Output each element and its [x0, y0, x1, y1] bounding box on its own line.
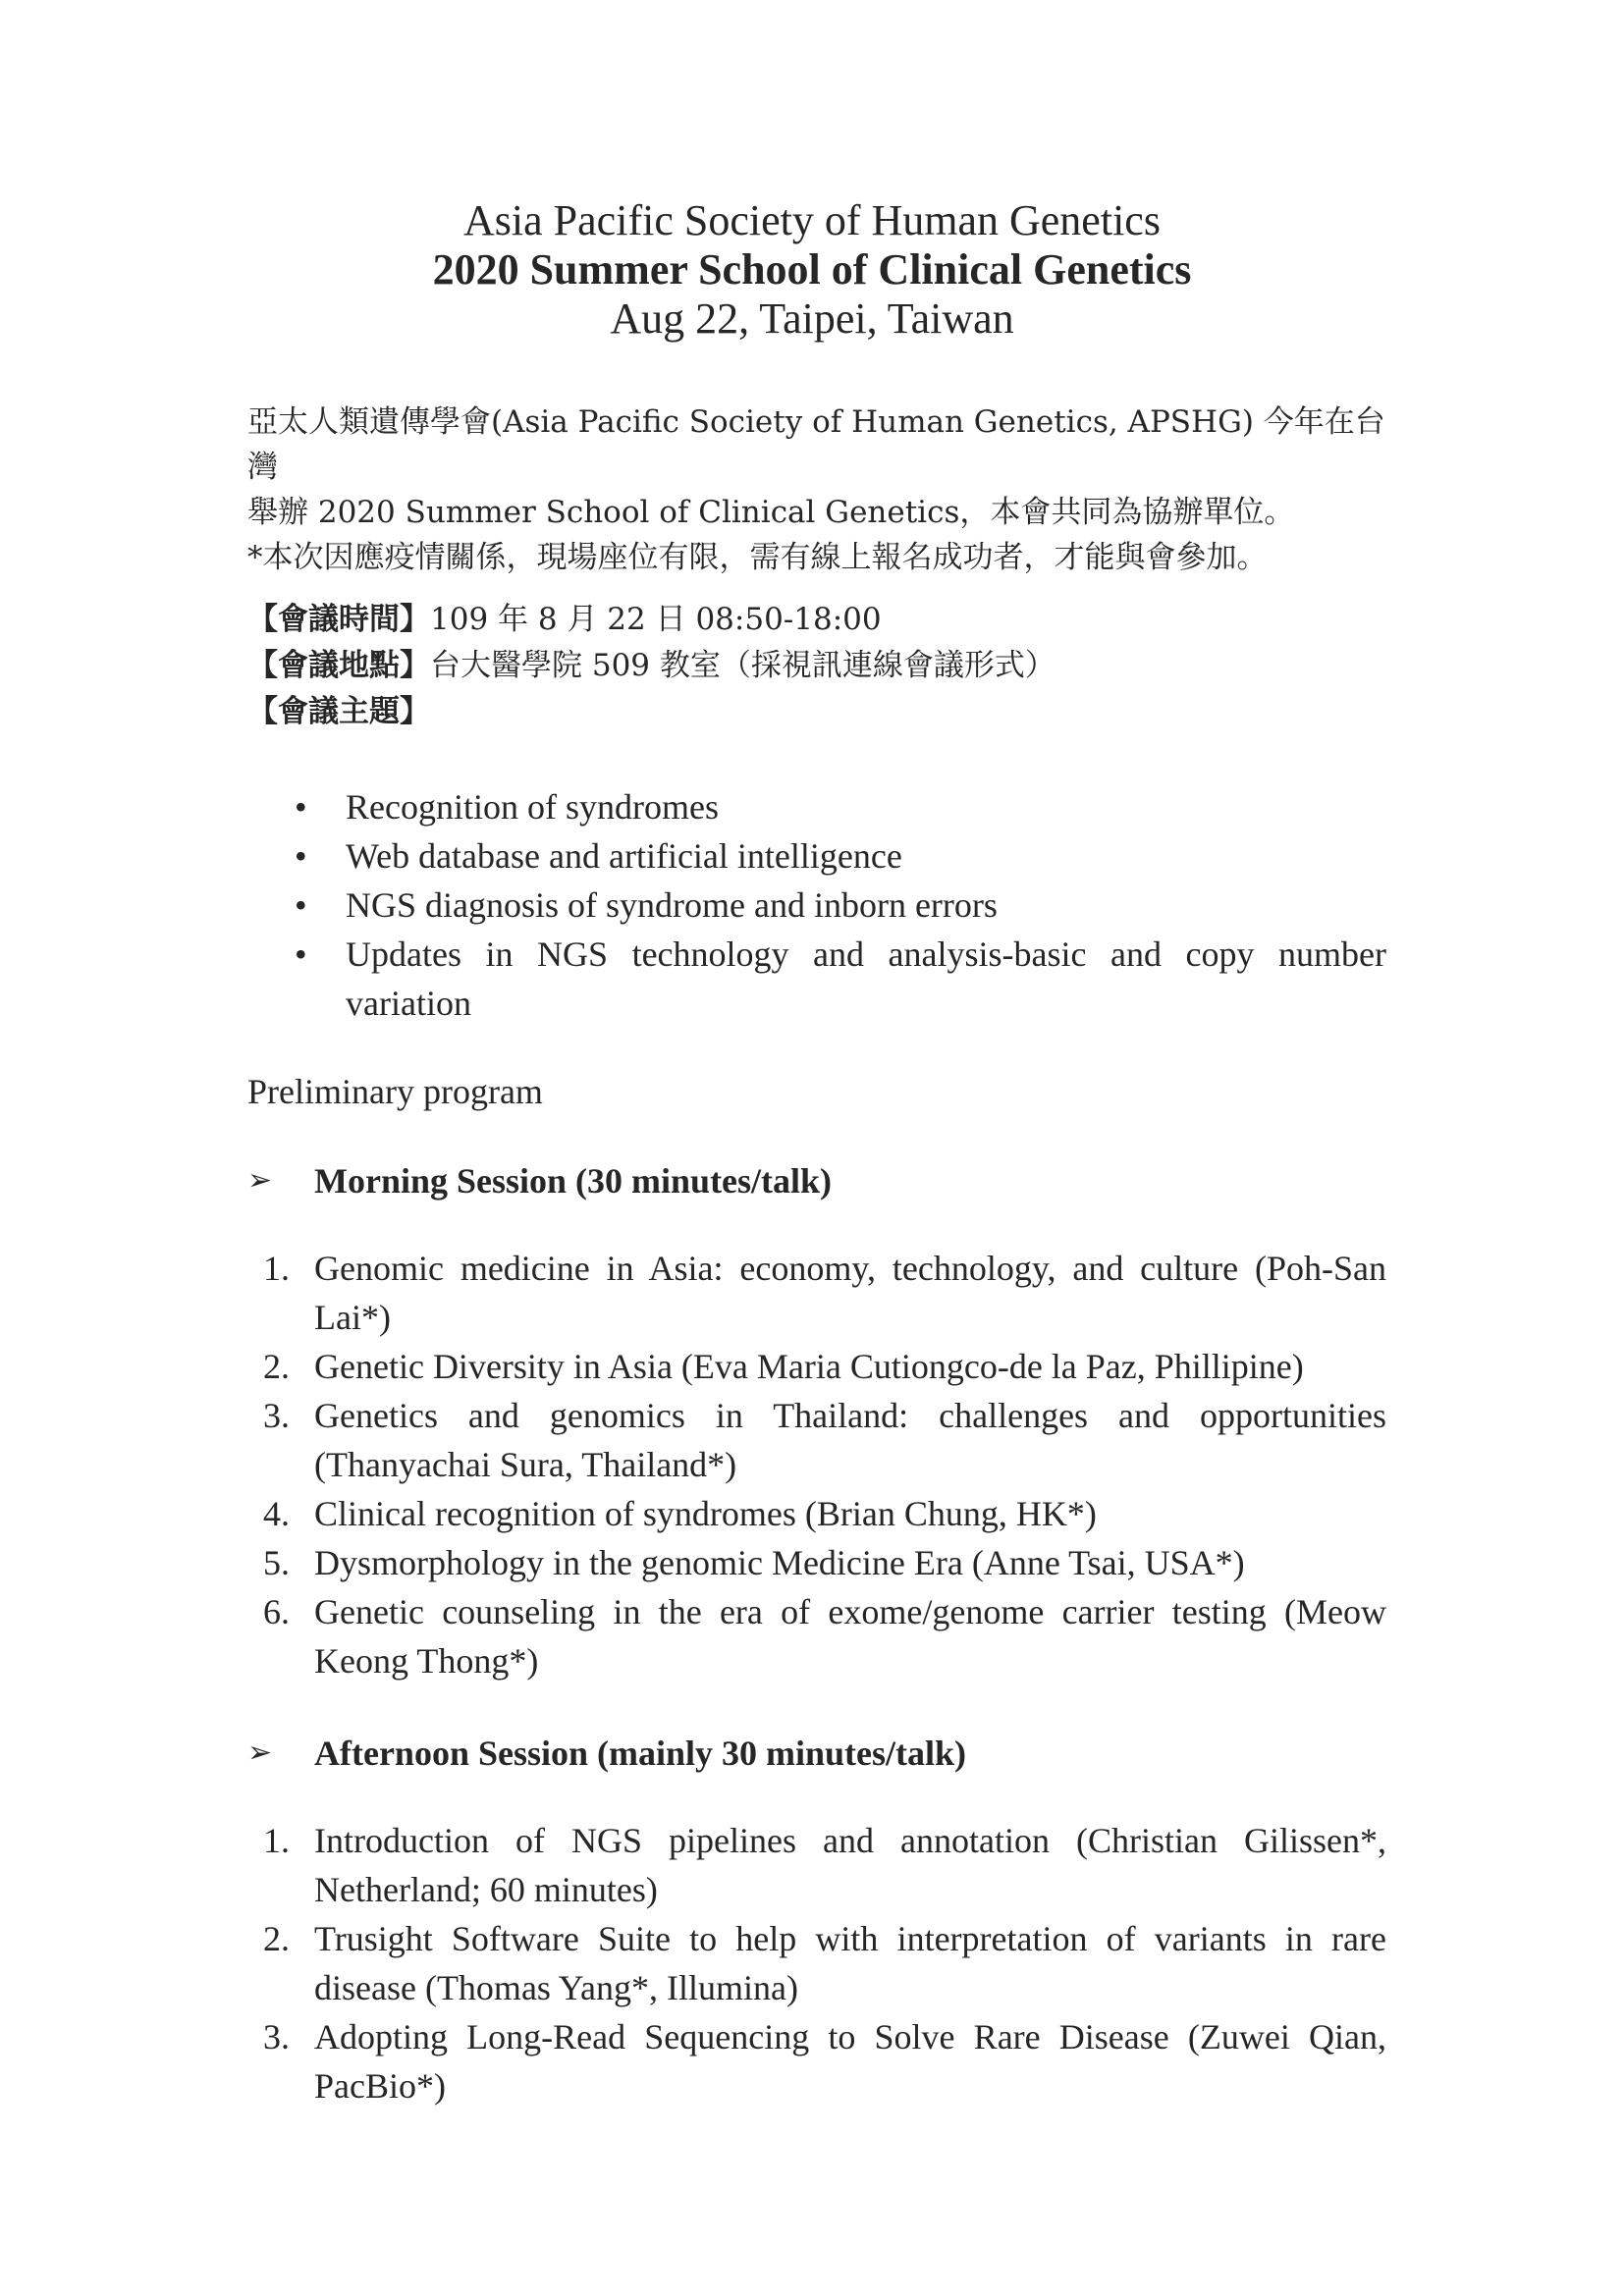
list-item — [247, 881, 1386, 930]
list-item — [247, 782, 1386, 831]
topic-list — [247, 782, 1386, 1028]
talk-title: Trusight Software Suite to help with interpretation of variants in rare disease (Thomas Yang*, Illumina) — [314, 1919, 1386, 2007]
list-item — [247, 1391, 1386, 1489]
meeting-topic — [247, 689, 1386, 735]
meeting-topic-label: 【會議主題】 — [247, 694, 430, 729]
intro-line-2: 舉辦 2020 Summer School of Clinical Genetics，本會共同為協辦單位。 — [247, 495, 1295, 530]
list-item — [247, 1489, 1386, 1538]
list-item — [247, 1342, 1386, 1391]
talk-number: 4. — [263, 1494, 290, 1533]
morning-session-title: Morning Session (30 minutes/talk) — [314, 1161, 833, 1201]
talk-number: 3. — [263, 1396, 290, 1435]
talk-number: 2. — [263, 1347, 290, 1386]
title-block — [0, 196, 1624, 344]
arrow-bullet-icon: ➢ — [247, 1735, 273, 1770]
list-item — [247, 930, 1386, 1028]
talk-number: 1. — [263, 1249, 290, 1288]
afternoon-talk-list — [247, 1816, 1386, 2110]
list-item — [247, 1914, 1386, 2012]
talk-title: Genetic counseling in the era of exome/genome carrier testing (Meow Keong Thong*) — [314, 1592, 1386, 1681]
meeting-place-label: 【會議地點】 — [247, 648, 430, 683]
list-item — [247, 831, 1386, 881]
bullet-icon: • — [295, 885, 307, 925]
talk-number: 2. — [263, 1919, 290, 1958]
talk-title: Introduction of NGS pipelines and annotation (Christian Gilissen*, Netherland; 60 minutes) — [314, 1821, 1386, 1909]
list-item — [247, 2012, 1386, 2110]
bullet-icon: • — [295, 787, 307, 827]
meeting-time-label: 【會議時間】 — [247, 602, 430, 637]
meeting-place — [247, 643, 1386, 689]
talk-number: 5. — [263, 1543, 290, 1582]
society-title: Asia Pacific Society of Human Genetics — [463, 196, 1161, 244]
intro-note: *本次因應疫情關係，現場座位有限，需有線上報名成功者，才能與會參加。 — [247, 540, 1268, 575]
program-heading: Preliminary program — [247, 1072, 543, 1111]
list-item — [247, 1816, 1386, 1914]
event-title: 2020 Summer School of Clinical Genetics — [432, 245, 1192, 294]
talk-title: Dysmorphology in the genomic Medicine Era (Anne Tsai, USA*) — [314, 1543, 1245, 1582]
bullet-icon: • — [295, 836, 307, 876]
meeting-place-value: 台大醫學院 509 教室（採視訊連線會議形式） — [430, 648, 1056, 683]
topic-text: NGS diagnosis of syndrome and inborn errors — [346, 885, 998, 925]
meeting-time — [247, 597, 1386, 643]
list-item — [247, 1244, 1386, 1342]
arrow-bullet-icon: ➢ — [247, 1163, 273, 1198]
meeting-info — [247, 597, 1386, 735]
morning-talk-list — [247, 1244, 1386, 1685]
talk-title: Clinical recognition of syndromes (Brian Chung, HK*) — [314, 1494, 1097, 1533]
talk-title: Genetic Diversity in Asia (Eva Maria Cutiongco-de la Paz, Phillipine) — [314, 1347, 1304, 1386]
list-item — [247, 1587, 1386, 1685]
afternoon-session-title: Afternoon Session (mainly 30 minutes/talk) — [314, 1734, 967, 1773]
intro-line-1: 亞太人類遺傳學會(Asia Pacific Society of Human Genetics, APSHG) 今年在台灣 — [247, 404, 1385, 485]
bullet-icon: • — [295, 934, 307, 974]
talk-number: 3. — [263, 2017, 290, 2056]
list-item — [247, 1538, 1386, 1587]
intro-paragraph — [247, 400, 1386, 580]
topic-text: Web database and artificial intelligence — [346, 836, 902, 876]
topic-text: Recognition of syndromes — [346, 787, 719, 827]
talk-title: Genetics and genomics in Thailand: challenges and opportunities (Thanyachai Sura, Thailand*) — [314, 1396, 1386, 1484]
meeting-time-value: 109 年 8 月 22 日 08:50-18:00 — [430, 602, 882, 637]
talk-number: 6. — [263, 1592, 290, 1631]
event-date-location: Aug 22, Taipei, Taiwan — [610, 294, 1014, 343]
talk-title: Genomic medicine in Asia: economy, technology, and culture (Poh-San Lai*) — [314, 1249, 1386, 1337]
talk-number: 1. — [263, 1821, 290, 1860]
topic-text: Updates in NGS technology and analysis-basic and copy number variation — [346, 934, 1386, 1023]
talk-title: Adopting Long-Read Sequencing to Solve Rare Disease (Zuwei Qian, PacBio*) — [314, 2017, 1386, 2106]
